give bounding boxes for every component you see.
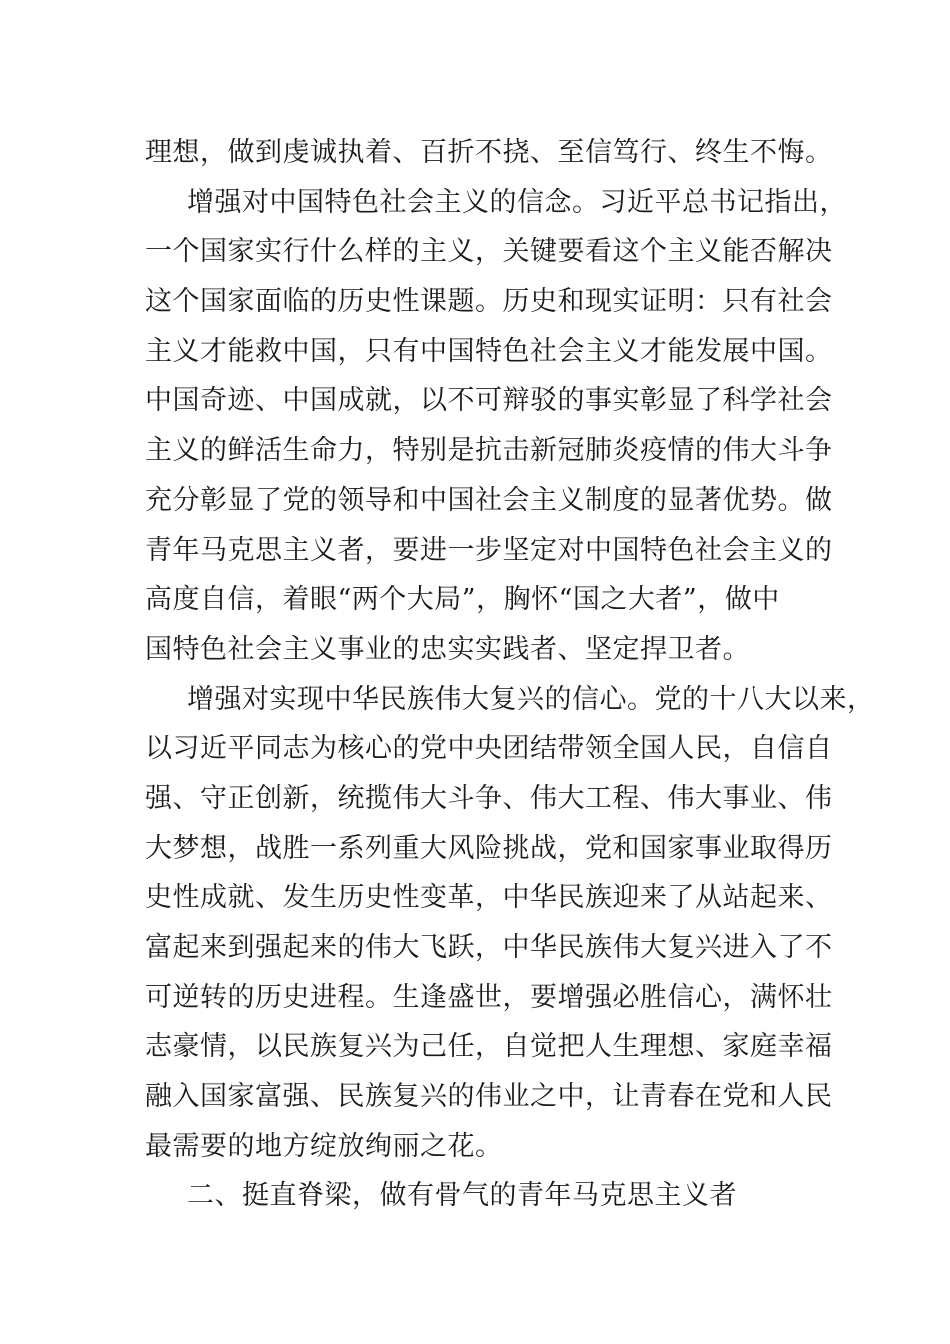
text-line: 主义才能救中国，只有中国特色社会主义才能发展中国。 [145, 335, 833, 367]
text-line: 最需要的地方绽放绚丽之花。 [145, 1130, 503, 1162]
text-line: 高度自信，着眼“两个大局”，胸怀“国之大者”，做中 [145, 584, 780, 616]
text-line: 富起来到强起来的伟大飞跃，中华民族伟大复兴进入了不 [145, 932, 833, 963]
text-line: 大梦想，战胜一系列重大风险挑战，党和国家事业取得历 [145, 832, 833, 864]
text-line: 理想，做到虔诚执着、百折不挠、至信笃行、终生不悔。 [145, 137, 833, 168]
text-line: 中国奇迹、中国成就，以不可辩驳的事实彰显了科学社会 [145, 385, 833, 417]
text-line: 强、守正创新，统揽伟大斗争、伟大工程、伟大事业、伟 [145, 782, 833, 814]
text-line: 青年马克思主义者，要进一步坚定对中国特色社会主义的 [145, 534, 833, 566]
paragraph-start-line: 增强对实现中华民族伟大复兴的信心。党的十八大以来， [187, 683, 875, 715]
text-line: 充分彰显了党的领导和中国社会主义制度的显著优势。做 [145, 484, 833, 516]
section-heading: 二、挺直脊梁，做有骨气的青年马克思主义者 [187, 1180, 737, 1212]
text-line: 史性成就、发生历史性变革，中华民族迎来了从站起来、 [145, 882, 833, 914]
text-line: 以习近平同志为核心的党中央团结带领全国人民，自信自 [145, 733, 833, 765]
text-line: 一个国家实行什么样的主义，关键要看这个主义能否解决 [145, 236, 833, 268]
paragraph-start-line: 增强对中国特色社会主义的信念。习近平总书记指出， [187, 186, 847, 218]
text-line: 志豪情，以民族复兴为己任，自觉把人生理想、家庭幸福 [145, 1031, 833, 1063]
text-line: 可逆转的历史进程。生逢盛世，要增强必胜信心，满怀壮 [145, 981, 833, 1013]
text-line: 国特色社会主义事业的忠实实践者、坚定捍卫者。 [145, 633, 750, 665]
text-line: 这个国家面临的历史性课题。历史和现实证明：只有社会 [145, 286, 833, 318]
text-line: 主义的鲜活生命力，特别是抗击新冠肺炎疫情的伟大斗争 [145, 435, 833, 467]
document-body [145, 128, 875, 1221]
text-line: 融入国家富强、民族复兴的伟业之中，让青春在党和人民 [145, 1081, 833, 1113]
